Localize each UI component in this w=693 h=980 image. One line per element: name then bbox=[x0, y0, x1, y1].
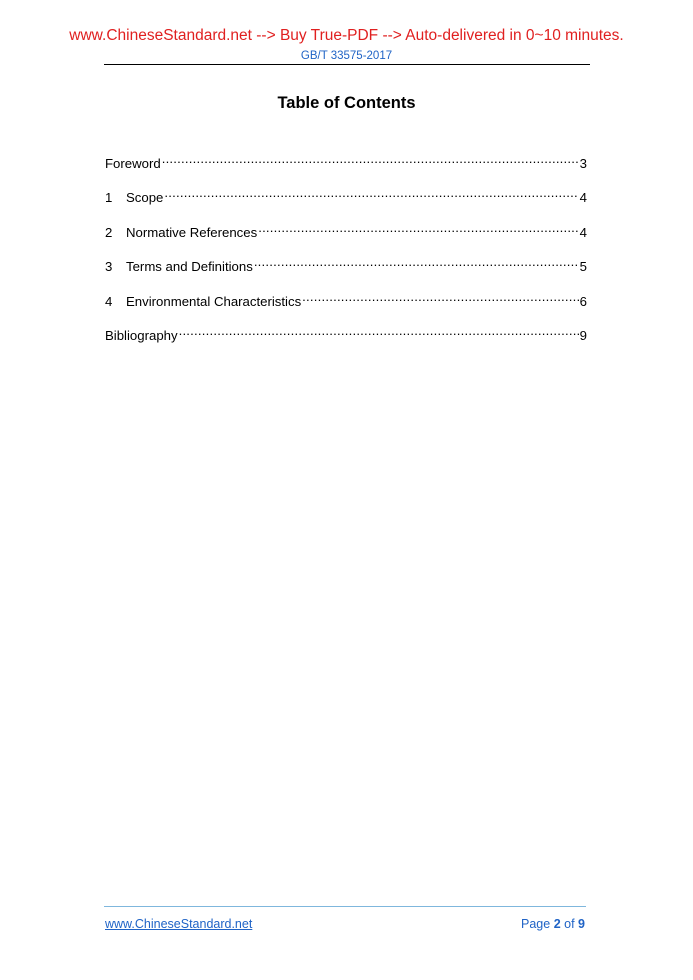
toc-entry-number: 3 bbox=[105, 259, 113, 275]
page-number bbox=[521, 916, 585, 932]
toc-entry-label: Scope bbox=[126, 190, 164, 206]
toc-entry-number: 2 bbox=[105, 224, 113, 240]
footer-website-link[interactable]: www.ChineseStandard.net bbox=[105, 917, 253, 931]
toc-title: Table of Contents bbox=[277, 94, 416, 112]
page-total: 9 bbox=[578, 917, 585, 931]
toc-entry-foreword[interactable] bbox=[105, 150, 587, 184]
toc-dot-leader bbox=[179, 322, 579, 340]
toc-entry-label: Foreword bbox=[105, 156, 161, 171]
header-divider bbox=[104, 64, 590, 65]
toc-entry-label: Terms and Definitions bbox=[126, 259, 253, 275]
footer-divider bbox=[104, 906, 586, 907]
toc-entry-normative-references[interactable] bbox=[105, 219, 587, 253]
toc-entry-label: Bibliography bbox=[105, 327, 178, 343]
toc-entry-label: Normative References bbox=[126, 224, 258, 240]
toc-entry-bibliography[interactable] bbox=[105, 322, 587, 356]
toc-entry-scope[interactable] bbox=[105, 184, 587, 218]
document-code: GB/T 33575-2017 bbox=[300, 50, 393, 62]
toc-dot-leader bbox=[258, 219, 578, 237]
toc-entry-page: 9 bbox=[579, 327, 587, 343]
page-of: of bbox=[564, 917, 575, 931]
toc-dot-leader bbox=[164, 184, 578, 202]
toc-entry-page: 3 bbox=[579, 156, 587, 171]
promo-banner[interactable]: www.ChineseStandard.net --> Buy True-PDF --> Auto-delivered in 0~10 minutes. bbox=[69, 27, 624, 44]
toc-entry-number: 1 bbox=[105, 190, 113, 206]
toc-dot-leader bbox=[254, 253, 579, 271]
toc-entry-page: 5 bbox=[579, 259, 587, 275]
toc-entry-environmental-characteristics[interactable] bbox=[105, 288, 587, 322]
table-of-contents bbox=[105, 150, 587, 356]
toc-entry-page: 4 bbox=[579, 224, 587, 240]
toc-entry-number: 4 bbox=[105, 293, 113, 309]
toc-entry-page: 4 bbox=[579, 190, 587, 206]
toc-dot-leader bbox=[302, 288, 578, 306]
page-prefix: Page bbox=[521, 917, 551, 931]
toc-entry-page: 6 bbox=[579, 293, 587, 309]
toc-dot-leader bbox=[162, 150, 579, 168]
toc-entry-label: Environmental Characteristics bbox=[126, 293, 302, 309]
toc-entry-terms-and-definitions[interactable] bbox=[105, 253, 587, 287]
page-current: 2 bbox=[553, 917, 561, 931]
